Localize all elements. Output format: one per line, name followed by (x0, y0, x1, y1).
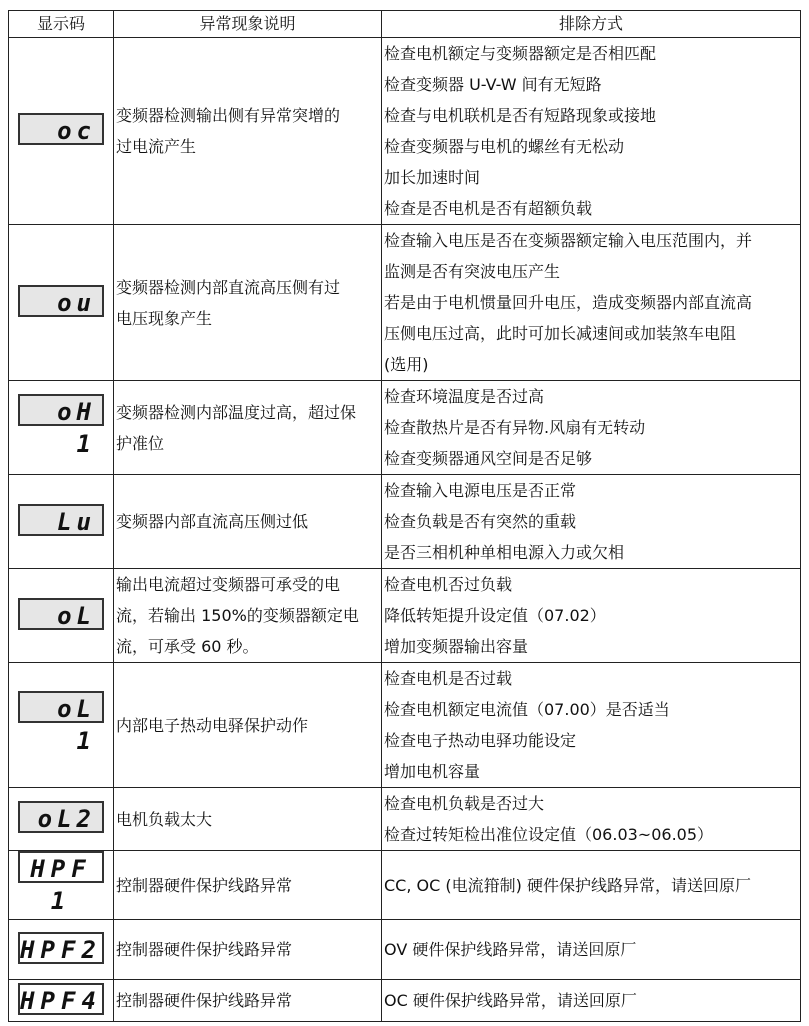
remedy-line: 检查变频器 U-V-W 间有无短路 (384, 75, 602, 94)
remedy-line: 检查电机额定与变频器额定是否相匹配 (384, 44, 657, 63)
lcd-display: HPF 1 (18, 851, 104, 883)
description-cell (114, 475, 382, 569)
description-line: 流，若输出 150%的变频器额定电 (116, 606, 359, 625)
display-code-cell (9, 788, 114, 851)
remedy-cell (382, 788, 801, 851)
header-code: 显示码 (9, 11, 114, 38)
table-row (9, 381, 801, 475)
remedy-line: 检查输入电压是否在变频器额定输入电压范围内，并 (384, 231, 753, 250)
description-line: 电机负载太大 (116, 809, 213, 829)
remedy-line: 检查散热片是否有异物.风扇有无转动 (384, 418, 646, 437)
description-line: 变频器内部直流高压侧过低 (116, 512, 309, 531)
description-line: 电压现象产生 (116, 308, 213, 328)
lcd-display: oH 1 (18, 394, 104, 426)
lcd-display: oL (18, 598, 104, 630)
description-line: 变频器检测内部直流高压侧有过 (116, 277, 341, 297)
table-row (9, 663, 801, 788)
display-code-cell (9, 569, 114, 663)
description-cell (114, 381, 382, 475)
remedy-line: 压侧电压过高，此时可加长减速间或加装煞车电阻 (384, 324, 737, 343)
table-row (9, 569, 801, 663)
remedy-line: 加长加速时间 (384, 168, 481, 187)
display-code-cell (9, 980, 114, 1022)
description-line: 护准位 (116, 433, 165, 453)
lcd-display: ou (18, 285, 104, 317)
remedy-line: 检查电机否过负载 (384, 575, 513, 594)
description-line: 控制器硬件保护线路异常 (116, 991, 293, 1010)
header-description: 异常现象说明 (114, 11, 382, 38)
remedy-cell (382, 225, 801, 381)
display-code-cell (9, 920, 114, 980)
remedy-cell (382, 663, 801, 788)
lcd-display: HPF2 (18, 932, 104, 964)
remedy-line: 检查电机额定电流值（07.00）是否适当 (384, 700, 670, 719)
display-code-cell (9, 663, 114, 788)
description-line: 变频器检测输出侧有异常突增的 (116, 106, 341, 125)
remedy-cell (382, 569, 801, 663)
remedy-line: 检查输入电源电压是否正常 (384, 481, 577, 500)
display-code-cell (9, 225, 114, 381)
remedy-line: 检查电机是否过载 (384, 669, 513, 688)
remedy-cell (382, 851, 801, 920)
display-code-cell (9, 381, 114, 475)
remedy-line: CC, OC (电流箝制) 硬件保护线路异常，请送回原厂 (384, 875, 751, 895)
description-line: 控制器硬件保护线路异常 (116, 875, 293, 895)
display-code-cell (9, 475, 114, 569)
table-row (9, 475, 801, 569)
remedy-line: OV 硬件保护线路异常，请送回原厂 (384, 940, 637, 959)
remedy-line: 检查是否电机是否有超额负载 (384, 199, 593, 218)
description-cell (114, 920, 382, 980)
remedy-cell (382, 920, 801, 980)
remedy-line: 检查变频器与电机的螺丝有无松动 (384, 137, 625, 156)
remedy-line: 监测是否有突波电压产生 (384, 262, 561, 281)
description-cell (114, 663, 382, 788)
remedy-cell (382, 475, 801, 569)
lcd-display: HPF4 (18, 983, 104, 1015)
remedy-line: 降低转矩提升设定值（07.02） (384, 606, 606, 625)
table-row (9, 851, 801, 920)
lcd-display: oL 1 (18, 691, 104, 723)
remedy-line: 检查环境温度是否过高 (384, 387, 545, 406)
display-code-cell (9, 38, 114, 225)
remedy-cell (382, 38, 801, 225)
description-cell (114, 851, 382, 920)
remedy-line: 检查电子热动电驿功能设定 (384, 731, 577, 750)
fault-code-table (8, 10, 801, 1022)
lcd-display: oL2 (18, 801, 104, 833)
lcd-display: oc (18, 113, 104, 145)
table-row (9, 788, 801, 851)
remedy-line: 检查过转矩检出准位设定值（06.03~06.05） (384, 825, 714, 844)
table-row (9, 920, 801, 980)
header-remedy: 排除方式 (382, 11, 801, 38)
remedy-line: (选用) (384, 355, 429, 374)
description-cell (114, 38, 382, 225)
remedy-line: OC 硬件保护线路异常，请送回原厂 (384, 991, 637, 1010)
remedy-line: 是否三相机种单相电源入力或欠相 (384, 543, 625, 562)
description-line: 控制器硬件保护线路异常 (116, 940, 293, 959)
remedy-line: 检查电机负载是否过大 (384, 794, 545, 813)
display-code-cell (9, 851, 114, 920)
description-cell (114, 225, 382, 381)
description-line: 内部电子热动电驿保护动作 (116, 715, 309, 735)
remedy-line: 增加电机容量 (384, 762, 481, 781)
description-cell (114, 788, 382, 851)
table-header-row (9, 11, 801, 38)
description-line: 输出电流超过变频器可承受的电 (116, 575, 341, 594)
table-row (9, 38, 801, 225)
description-line: 变频器检测内部温度过高，超过保 (116, 402, 357, 422)
remedy-line: 检查变频器通风空间是否足够 (384, 449, 593, 468)
table-row (9, 980, 801, 1022)
remedy-line: 若是由于电机惯量回升电压，造成变频器内部直流高 (384, 293, 753, 312)
remedy-cell (382, 381, 801, 475)
description-cell (114, 569, 382, 663)
description-cell (114, 980, 382, 1022)
remedy-cell (382, 980, 801, 1022)
description-line: 流，可承受 60 秒。 (116, 637, 259, 656)
remedy-line: 检查负载是否有突然的重载 (384, 512, 577, 531)
remedy-line: 增加变频器输出容量 (384, 637, 529, 656)
remedy-line: 检查与电机联机是否有短路现象或接地 (384, 106, 657, 125)
description-line: 过电流产生 (116, 137, 197, 156)
lcd-display: Lu (18, 504, 104, 536)
table-row (9, 225, 801, 381)
